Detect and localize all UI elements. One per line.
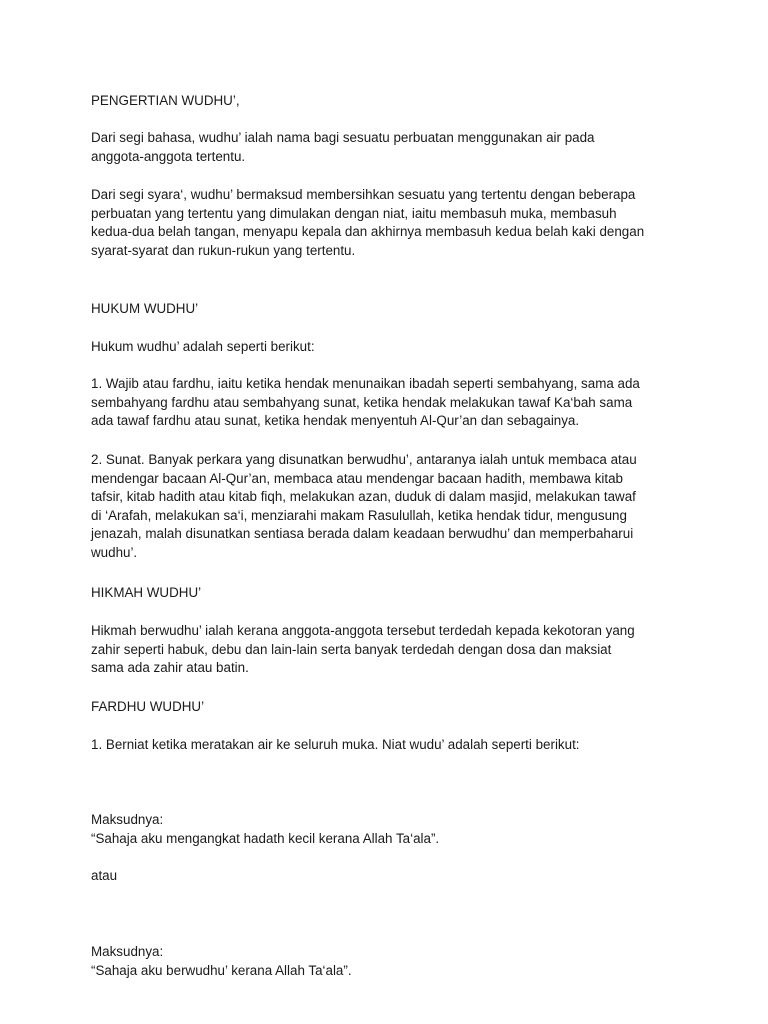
- heading-hikmah: HIKMAH WUDHU’: [91, 585, 202, 600]
- heading-pengertian: PENGERTIAN WUDHU’,: [91, 93, 240, 108]
- paragraph-hikmah: Hikmah berwudhu’ ialah kerana anggota-anggota tersebut terdedah kepada kekotoran yang zahir seperti habuk, debu dan lain-lain serta banyak terdedah dengan dosa dan maksiat sama ada zahir atau batin.: [91, 623, 635, 676]
- list-item-hukum-1: 1. Wajib atau fardhu, iaitu ketika hendak menunaikan ibadah seperti sembahyang, sama ada sembahyang fardhu atau sembahyang sunat, ketika hendak melakukan tawaf Ka‘bah sama ada tawaf fardhu atau sunat, ketika hendak menyentuh Al-Qur’an dan sebagainya.: [91, 376, 640, 429]
- paragraph-hukum-intro: Hukum wudhu’ adalah seperti berikut:: [91, 339, 315, 354]
- paragraph-pengertian-bahasa: Dari segi bahasa, wudhu’ ialah nama bagi sesuatu perbuatan menggunakan air pada anggota-anggota tertentu.: [91, 130, 595, 164]
- maksud-text-2: “Sahaja aku berwudhu’ kerana Allah Ta‘ala”.: [91, 963, 352, 978]
- list-item-fardhu-1: 1. Berniat ketika meratakan air ke seluruh muka. Niat wudu’ adalah seperti berikut:: [91, 737, 580, 752]
- maksud-text-1: “Sahaja aku mengangkat hadath kecil kerana Allah Ta‘ala”.: [91, 831, 440, 846]
- maksud-label-1: Maksudnya:: [91, 812, 164, 827]
- text-atau: atau: [91, 868, 118, 883]
- maksud-label-2: Maksudnya:: [91, 944, 164, 959]
- heading-fardhu: FARDHU WUDHU’: [91, 699, 205, 714]
- list-item-hukum-2: 2. Sunat. Banyak perkara yang disunatkan berwudhu’, antaranya ialah untuk membaca atau mendengar bacaan Al-Qur’an, membaca atau mendengar bacaan hadith, membawa kitab tafsir, kitab hadith atau kitab fiqh, melakukan azan, duduk di dalam masjid, melakukan tawaf di ‘Arafah, melakukan sa‘i, menziarahi makam Rasulullah, ketika hendak tidur, mengusung jenazah, malah disunatkan sentiasa berada dalam keadaan berwudhu’ dan memperbaharui wudhu’.: [91, 452, 637, 560]
- paragraph-pengertian-syara: Dari segi syara‘, wudhu’ bermaksud membersihkan sesuatu yang tertentu dengan beberapa perbuatan yang tertentu yang dimulakan dengan niat, iaitu membasuh muka, membasuh kedua-dua belah tangan, menyapu kepala dan akhirnya membasuh kedua belah kaki dengan syarat-syarat dan rukun-rukun yang tertentu.: [91, 187, 645, 258]
- heading-hukum: HUKUM WUDHU’: [91, 301, 199, 316]
